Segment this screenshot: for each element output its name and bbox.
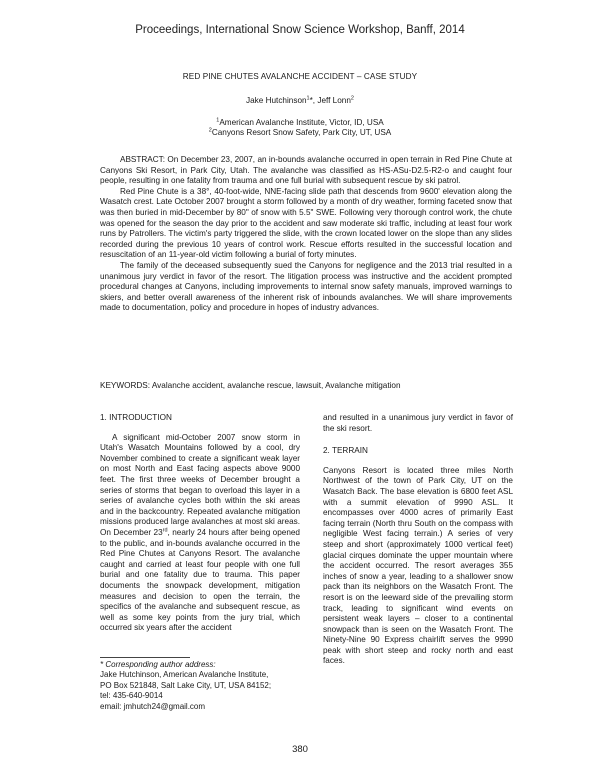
introduction-continued: and resulted in a unanimous jury verdict in favor of the ski resort. <box>323 413 513 433</box>
footnote-address: PO Box 521848, Salt Lake City, UT, USA 84152; <box>100 680 272 690</box>
terrain-paragraph: Canyons Resort is located three miles North Northwest of the town of Park City, UT on the Wasatch Back. The base elevation is 6800 feet ASL with a summit elevation of 9990 ASL. It encompasses over 4000 acres of primarily East facing terrain (North thru South on the compass with negligible West facing terrain.) A series of very steep and short (approximately 1000 vertical feet) glacial cirques dominate the upper mountain where the accident occurred. The resort averages 355 inches of snow a year, leading to a shallower snow pack than its neighbors on the Wasatch Front. The resort is on the leeward side of the prevailing storm track, leading to significant wind events on persistent weak layers – closer to a continental snowpack than is seen on the Wasatch Front. The Ninety-Nine 90 Express chairlift serves the 9990 peak with short steep and rocky north and east faces. <box>323 465 513 666</box>
corresponding-mark: * <box>309 96 313 105</box>
introduction-heading: 1. INTRODUCTION <box>100 413 172 422</box>
affiliation-1-sup: 1 <box>216 117 220 124</box>
footnote-divider <box>100 657 190 658</box>
footnote-email: email: jmhutch24@gmail.com <box>100 701 206 711</box>
keywords: KEYWORDS: Avalanche accident, avalanche rescue, lawsuit, Avalanche mitigation <box>100 381 401 390</box>
affiliation-2 <box>0 128 600 137</box>
affiliation-2-text: Canyons Resort Snow Safety, Park City, UT, USA <box>211 128 392 137</box>
author-separator: , <box>312 96 318 105</box>
introduction-paragraph <box>100 433 300 634</box>
right-column <box>323 413 513 667</box>
left-column <box>100 413 300 634</box>
affiliation-1 <box>0 118 600 127</box>
author-1: Jake Hutchinson <box>246 96 307 105</box>
terrain-heading: 2. TERRAIN <box>323 446 368 456</box>
author-2-affil-sup: 2 <box>350 95 354 102</box>
abstract <box>100 155 512 314</box>
footnote-tel: tel: 435-640-9014 <box>100 691 163 701</box>
page-number: 380 <box>292 744 308 755</box>
ordinal-superscript: rd <box>162 527 168 534</box>
abstract-paragraph-2: Red Pine Chute is a 38°, 40-foot-wide, NNE-facing slide path that descends from 9600' elevation along the Wasatch crest. Late October 2007 brought a storm followed by a month of dry weather, forming faceted snow that was then buried in mid-December by 80" of snow with 5.5" SWE. Following very thorough control work, the chute was opened for the season the day prior to the accident and saw moderate ski traffic, including at least four work runs by Patrollers. The victim's party triggered the slide, with the crown located lower on the slope than any slides recorded during the previous 10 years of control work. Rescue efforts resulted in the successful location and resuscitation of an 11-year-old victim following a burial of forty minutes. <box>100 186 512 260</box>
footnote-title: * Corresponding author address: <box>100 660 216 669</box>
footnote <box>100 660 315 712</box>
abstract-paragraph-3: The family of the deceased subsequently sued the Canyons for negligence and the 2013 trial resulted in a unanimous jury verdict in favor of the resort. The litigation process was instructive and the accident prompted procedural changes at Canyons, including improvements to internal snow safety manuals, improved warnings to skiers, and better overall awareness of the inherent risk of inbounds avalanches. We will share improvements made to documentation, policy and procedure in hopes of industry advances. <box>100 260 512 313</box>
abstract-paragraph-1: ABSTRACT: On December 23, 2007, an in-bounds avalanche occurred in open terrain in Red Pine Chute at Canyons Ski Resort, in Park City, Utah. The avalanche was classified as HS-ASu-D2.5-R2-o and caught four people, resulting in one fatality from trauma and one full burial with subsequent rescue by ski patrol. <box>100 155 512 186</box>
running-header: Proceedings, International Snow Science Workshop, Banff, 2014 <box>135 24 465 36</box>
author-2: Jeff Lonn <box>317 96 351 105</box>
introduction-text-a: A significant mid-October 2007 snow storm in Utah's Wasatch Mountains followed by a cool, dry November combined to create a significant weak layer on most North and East facing aspects above 9000 feet. The first three weeks of December brought a series of storms that began to overload this layer in a series of avalanche cycles both within the ski areas and in the backcountry. Repeated avalanche mitigation missions produced large avalanches at most ski areas. On December 23 <box>100 432 300 537</box>
affiliation-1-text: American Avalanche Institute, Victor, ID, USA <box>219 118 384 127</box>
introduction-text-b: , nearly 24 hours after being opened to the public, and in-bounds avalanche occurred in the Red Pine Chutes at Canyons Resort. The avalanche caught and carried at least four people with one full burial and one fatality due to trauma. This paper documents the snowpack development, mitigation measures and decision to open the terrain, the specifics of the avalanche and subsequent rescue, as well as some key points from the jury trial, which occurred six years after the accident <box>100 527 300 633</box>
author-1-affil-sup: 1 <box>306 95 310 102</box>
footnote-name: Jake Hutchinson, American Avalanche Institute, <box>100 670 269 680</box>
affiliation-2-sup: 2 <box>208 127 212 134</box>
author-line <box>0 96 600 105</box>
paper-title: RED PINE CHUTES AVALANCHE ACCIDENT – CASE STUDY <box>182 72 418 81</box>
